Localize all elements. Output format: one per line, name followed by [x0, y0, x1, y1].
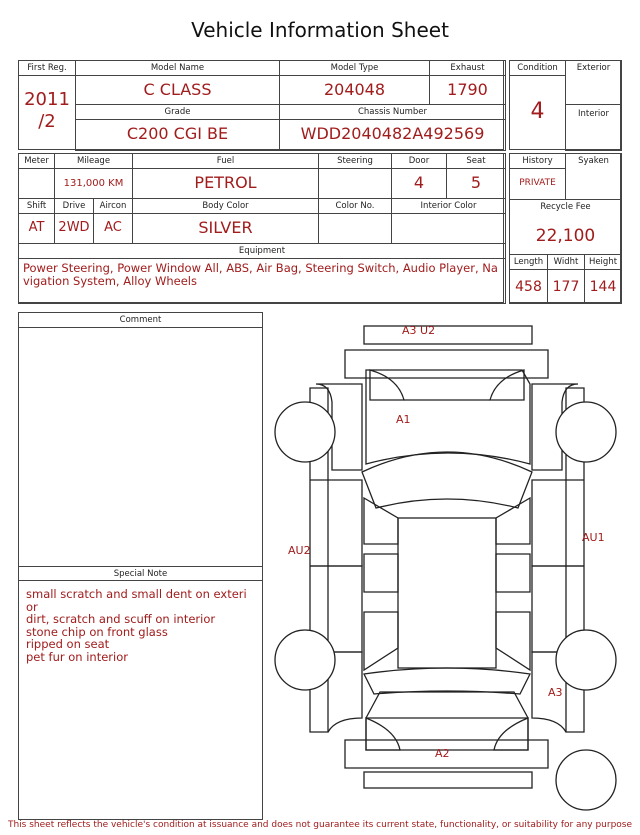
exterior-label: Exterior	[576, 63, 611, 73]
specs-table	[18, 153, 504, 303]
windshield	[362, 452, 532, 508]
special-note-text	[26, 588, 258, 663]
trunk-outline	[366, 692, 528, 750]
color-no-label: Color No.	[319, 199, 391, 214]
seat-value: 5	[470, 173, 482, 192]
aircon-cell	[93, 198, 133, 244]
syaken-label: Syaken	[578, 156, 609, 166]
special-note-line: or	[26, 599, 38, 614]
equipment-value: Power Steering, Power Window All, ABS, Air Bag, Steering Switch, Audio Player, Navigation System, Alloy Wheels	[23, 261, 498, 288]
height-label: Height	[585, 255, 621, 270]
condition-table	[509, 60, 621, 150]
wheel-rear-right	[556, 630, 616, 690]
interior-color-cell	[391, 198, 506, 244]
window-rear-right	[496, 612, 530, 670]
exhaust-label: Exhaust	[430, 61, 505, 76]
rear-window	[364, 668, 530, 694]
window-mid-left	[364, 554, 398, 592]
model-type-label: Model Type	[280, 61, 429, 76]
interior-label: Interior	[577, 109, 609, 119]
fuel-value: PETROL	[194, 173, 257, 192]
damage-label-a3: A3	[548, 686, 563, 699]
comment-label: Comment	[19, 313, 262, 328]
mileage-label: Mileage	[55, 154, 132, 169]
first-reg-cell	[18, 60, 76, 150]
window-front-right	[496, 498, 530, 544]
damage-label-front: A3 U2	[402, 324, 436, 337]
first-reg-month: /2	[38, 111, 56, 132]
model-type-cell	[279, 60, 430, 105]
condition-cell	[509, 60, 566, 150]
seat-cell	[446, 153, 506, 199]
comment-area	[19, 328, 262, 578]
model-name-cell	[75, 60, 280, 105]
taillight-right	[494, 718, 528, 750]
model-name-value: C CLASS	[143, 80, 212, 99]
history-table	[509, 153, 621, 303]
height-cell	[584, 254, 622, 304]
special-note-label: Special Note	[19, 566, 262, 581]
interior-color-label: Interior Color	[392, 199, 505, 214]
drive-label: Drive	[55, 199, 93, 214]
headlight-right	[490, 370, 524, 400]
drive-cell	[54, 198, 94, 244]
steering-cell	[318, 153, 392, 199]
window-rear-left	[364, 612, 398, 670]
wheel-front-right	[556, 402, 616, 462]
damage-label-a1: A1	[396, 413, 411, 426]
window-front-left	[364, 498, 398, 544]
door-front-left	[310, 480, 362, 566]
rear-bumper-lower	[364, 772, 532, 788]
disclaimer-footer: This sheet reflects the vehicle's condition at issuance and does not guarantee its current state, functionality, or suitability for any purpose	[7, 820, 633, 830]
mileage-value: 131,000 KM	[63, 178, 124, 189]
chassis-label: Chassis Number	[280, 105, 505, 120]
aircon-label: Aircon	[94, 199, 132, 214]
length-label: Length	[510, 255, 547, 270]
window-mid-right	[496, 554, 530, 592]
color-no-cell	[318, 198, 392, 244]
length-cell	[509, 254, 548, 304]
steering-label: Steering	[319, 154, 391, 169]
body-color-label: Body Color	[133, 199, 318, 214]
exterior-cell	[565, 60, 622, 105]
model-type-value: 204048	[323, 80, 386, 99]
equipment-cell	[18, 243, 506, 304]
meter-cell	[18, 153, 55, 199]
vehicle-header-table	[18, 60, 504, 150]
grade-cell	[75, 104, 280, 151]
door-cell	[391, 153, 447, 199]
damage-label-a2: A2	[435, 747, 450, 760]
special-note-line: small scratch and small dent on exteri	[26, 587, 247, 601]
history-label: History	[510, 154, 565, 169]
special-note-line: pet fur on interior	[26, 649, 128, 664]
body-color-value: SILVER	[198, 218, 253, 237]
width-cell	[547, 254, 585, 304]
history-value: PRIVATE	[519, 178, 556, 188]
body-color-cell	[132, 198, 319, 244]
width-value: 177	[552, 279, 580, 295]
syaken-cell	[565, 153, 622, 200]
special-note-line: dirt, scratch and scuff on interior	[26, 612, 216, 626]
exhaust-value: 1790	[447, 80, 488, 99]
history-cell	[509, 153, 566, 200]
roof	[398, 518, 496, 668]
door-front-right	[532, 480, 584, 566]
drive-value: 2WD	[58, 220, 90, 235]
damage-label-au2: AU2	[288, 544, 311, 557]
shift-label: Shift	[19, 199, 54, 214]
interior-cell	[565, 104, 622, 151]
grade-value: C200 CGI BE	[126, 124, 229, 143]
aircon-value: AC	[104, 220, 122, 235]
notes-panel	[18, 312, 263, 820]
recycle-cell	[509, 199, 622, 255]
fuel-label: Fuel	[133, 154, 318, 169]
condition-label: Condition	[510, 61, 565, 76]
front-bumper-lower	[345, 350, 548, 378]
wheel-rear-left	[275, 630, 335, 690]
equipment-label: Equipment	[19, 244, 505, 259]
door-value: 4	[413, 173, 425, 192]
width-label: Widht	[548, 255, 584, 270]
chassis-value: WDD2040482A492569	[300, 124, 485, 143]
front-bumper-outline	[364, 326, 532, 344]
sheet-title: Vehicle Information Sheet	[191, 18, 449, 42]
recycle-value: 22,100	[535, 226, 596, 246]
shift-cell	[18, 198, 55, 244]
recycle-label: Recycle Fee	[540, 202, 591, 212]
condition-value: 4	[530, 99, 545, 124]
length-value: 458	[515, 279, 542, 295]
damage-label-au1: AU1	[582, 531, 605, 544]
exhaust-cell	[429, 60, 506, 105]
headlight-left	[370, 370, 404, 400]
wheel-front-left	[275, 402, 335, 462]
fuel-cell	[132, 153, 319, 199]
chassis-cell	[279, 104, 506, 151]
first-reg-year: 2011	[24, 89, 70, 110]
special-note-line: stone chip on front glass	[26, 624, 168, 639]
height-value: 144	[589, 279, 617, 295]
taillight-left	[366, 718, 400, 750]
special-note-line: ripped on seat	[26, 637, 110, 651]
hood-outline	[366, 370, 530, 464]
meter-label: Meter	[19, 154, 54, 169]
vehicle-damage-diagram	[270, 322, 625, 817]
model-name-label: Model Name	[76, 61, 279, 76]
seat-label: Seat	[447, 154, 505, 169]
door-label: Door	[392, 154, 446, 169]
mileage-cell	[54, 153, 133, 199]
shift-value: AT	[28, 220, 45, 235]
first-reg-label: First Reg.	[19, 61, 75, 76]
spare-wheel	[556, 750, 616, 810]
grade-label: Grade	[76, 105, 279, 120]
